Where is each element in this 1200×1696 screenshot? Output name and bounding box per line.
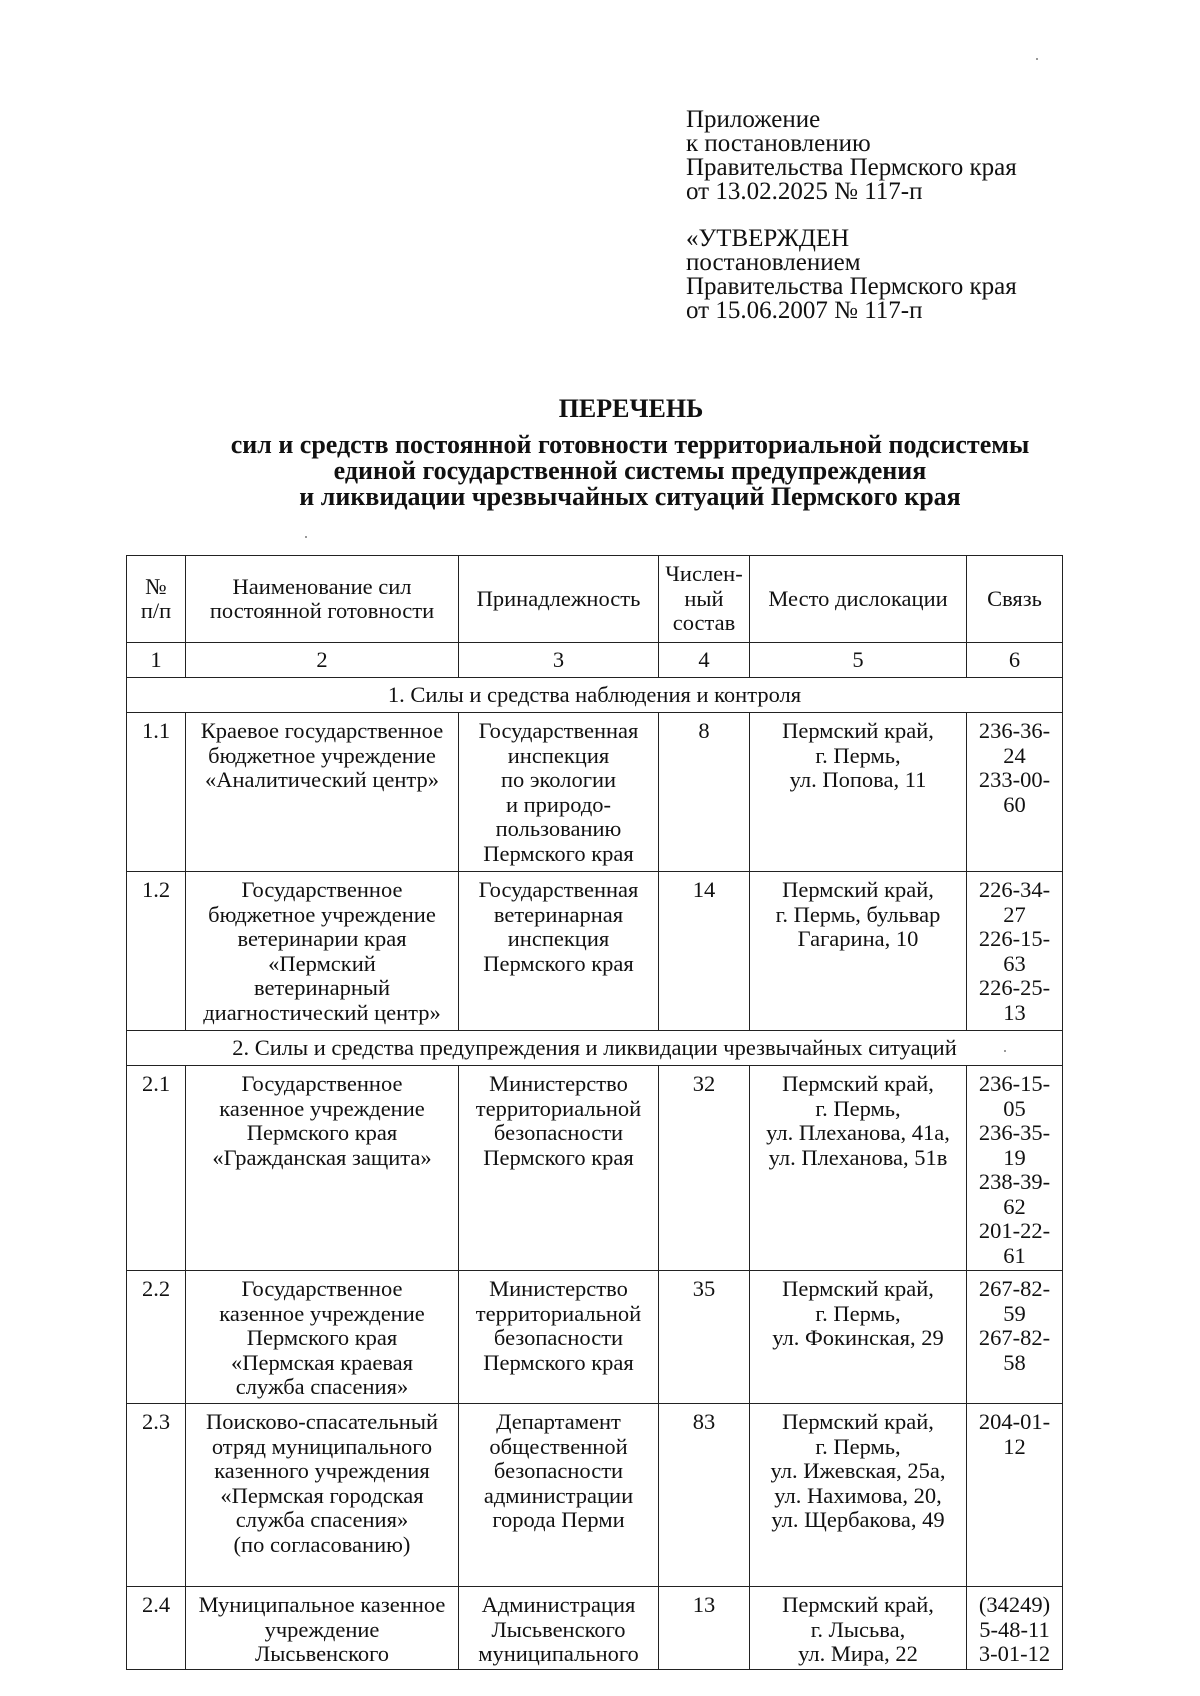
- header-num: № п/п: [127, 556, 186, 643]
- row-contact: 226-34-27 226-15-63 226-25-13: [967, 872, 1063, 1031]
- column-number: 1: [127, 643, 186, 678]
- row-name: Государственное бюджетное учреждение ветеринарии края «Пермский ветеринарный диагностический центр»: [186, 872, 459, 1031]
- row-owner: Государственная инспекция по экологии и природо- пользованию Пермского края: [459, 713, 659, 872]
- row-name: Поисково-спасательный отряд муниципального казенного учреждения «Пермская городская служба спасения» (по согласованию): [186, 1404, 459, 1587]
- row-owner: Министерство территориальной безопасности Пермского края: [459, 1066, 659, 1271]
- row-contact: 204-01-12: [967, 1404, 1063, 1587]
- table-row: [127, 872, 1063, 1031]
- row-num: 2.4: [127, 1587, 186, 1670]
- row-owner: Министерство территориальной безопасности Пермского края: [459, 1271, 659, 1404]
- column-number: 6: [967, 643, 1063, 678]
- row-location: Пермский край, г. Пермь, ул. Плеханова, 41а, ул. Плеханова, 51в: [750, 1066, 967, 1271]
- row-name: Государственное казенное учреждение Пермского края «Гражданская защита»: [186, 1066, 459, 1271]
- section-heading-row: [127, 678, 1063, 713]
- row-name: Государственное казенное учреждение Пермского края «Пермская краевая служба спасения»: [186, 1271, 459, 1404]
- section-heading-row: [127, 1031, 1063, 1066]
- table-row: [127, 1404, 1063, 1587]
- row-name: Муниципальное казенное учреждение Лысьвенского: [186, 1587, 459, 1670]
- table-header-row: [127, 556, 1063, 643]
- header-name: Наименование сил постоянной готовности: [186, 556, 459, 643]
- row-staff: 13: [659, 1587, 750, 1670]
- row-location: Пермский край, г. Лысьва, ул. Мира, 22: [750, 1587, 967, 1670]
- row-location: Пермский край, г. Пермь, ул. Ижевская, 25а, ул. Нахимова, 20, ул. Щербакова, 49: [750, 1404, 967, 1587]
- section-2-title: 2. Силы и средства предупреждения и ликвидации чрезвычайных ситуаций: [127, 1031, 1063, 1066]
- header-owner: Принадлежность: [459, 556, 659, 643]
- row-contact: 236-15-05 236-35-19 238-39-62 201-22-61: [967, 1066, 1063, 1271]
- row-contact: (34249) 5-48-11 3-01-12: [967, 1587, 1063, 1670]
- row-name: Краевое государственное бюджетное учреждение «Аналитический центр»: [186, 713, 459, 872]
- row-contact: 236-36-24 233-00-60: [967, 713, 1063, 872]
- table-row: [127, 1271, 1063, 1404]
- table-row: [127, 1066, 1063, 1271]
- scan-speck: [305, 536, 307, 538]
- row-owner: Государственная ветеринарная инспекция Пермского края: [459, 872, 659, 1031]
- header-staff: Числен- ный состав: [659, 556, 750, 643]
- row-location: Пермский край, г. Пермь, ул. Фокинская, 29: [750, 1271, 967, 1404]
- forces-table: [126, 555, 1063, 1670]
- section-1-title: 1. Силы и средства наблюдения и контроля: [127, 678, 1063, 713]
- table-row: [127, 1587, 1063, 1670]
- row-staff: 14: [659, 872, 750, 1031]
- column-number: 5: [750, 643, 967, 678]
- row-num: 1.1: [127, 713, 186, 872]
- header-location: Место дислокации: [750, 556, 967, 643]
- row-staff: 8: [659, 713, 750, 872]
- scan-speck: [1036, 58, 1038, 60]
- scan-speck: [1004, 1050, 1006, 1052]
- document-subtitle: сил и средств постоянной готовности территориальной подсистемы единой государственной системы предупреждения и ликвидации чрезвычайных ситуаций Пермского края: [230, 430, 1030, 511]
- row-owner: Департамент общественной безопасности администрации города Перми: [459, 1404, 659, 1587]
- row-num: 1.2: [127, 872, 186, 1031]
- column-numbers-row: [127, 643, 1063, 678]
- column-number: 4: [659, 643, 750, 678]
- row-owner: Администрация Лысьвенского муниципального: [459, 1587, 659, 1670]
- column-number: 3: [459, 643, 659, 678]
- row-staff: 32: [659, 1066, 750, 1271]
- row-staff: 35: [659, 1271, 750, 1404]
- row-staff: 83: [659, 1404, 750, 1587]
- appendix-header: Приложение к постановлению Правительства Пермского края от 13.02.2025 № 117-п: [686, 106, 1017, 205]
- column-number: 2: [186, 643, 459, 678]
- row-location: Пермский край, г. Пермь, ул. Попова, 11: [750, 713, 967, 872]
- document-title: ПЕРЕЧЕНЬ: [558, 394, 704, 423]
- row-location: Пермский край, г. Пермь, бульвар Гагарина, 10: [750, 872, 967, 1031]
- row-num: 2.1: [127, 1066, 186, 1271]
- row-contact: 267-82-59 267-82-58: [967, 1271, 1063, 1404]
- row-num: 2.3: [127, 1404, 186, 1587]
- table-row: [127, 713, 1063, 872]
- approval-stamp-text: «УТВЕРЖДЕН постановлением Правительства Пермского края от 15.06.2007 № 117-п: [686, 225, 1017, 324]
- header-contact: Связь: [967, 556, 1063, 643]
- row-num: 2.2: [127, 1271, 186, 1404]
